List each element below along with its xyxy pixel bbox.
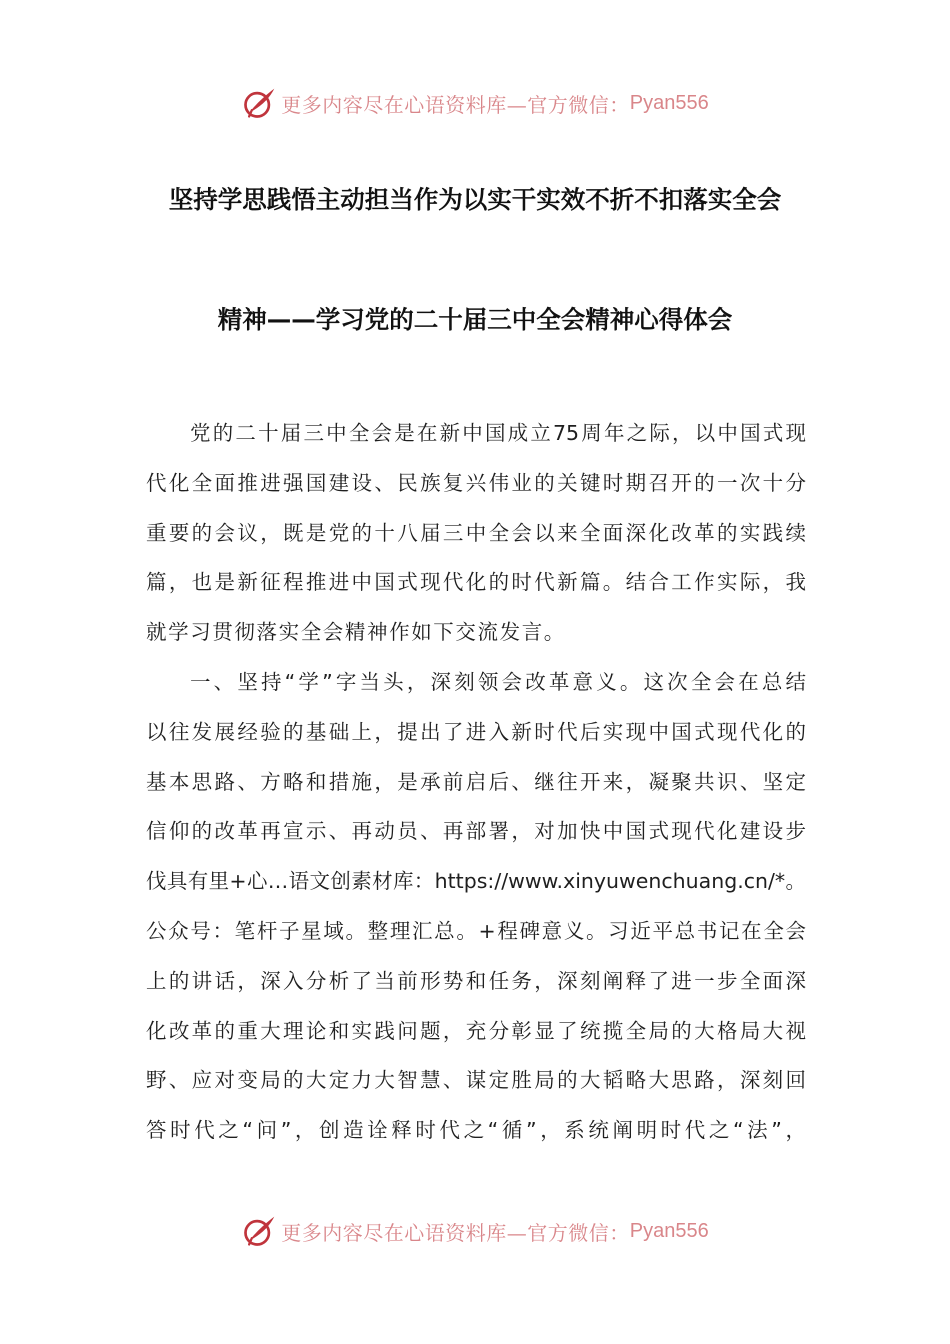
body-line: 党的二十届三中全会是在新中国成立75周年之际，以中国式现 (190, 421, 806, 445)
body-line: 一、坚持“学”字当头，深刻领会改革意义。这次全会在总结 (190, 669, 806, 694)
body-line: 伐具有里+心…语文创素材库：https://www.xinyuwenchuang.cn/*。 (146, 869, 806, 894)
body-line: 就学习贯彻落实全会精神作如下交流发言。 (146, 620, 566, 645)
quill-logo-icon (241, 85, 277, 121)
document-title-line-1: 坚持学思践悟主动担当作为以实干实效不折不扣落实全会 (168, 185, 782, 214)
document-title-line-2: 精神——学习党的二十届三中全会精神心得体会 (217, 305, 733, 334)
banner-text: 更多内容尽在心语资料库—官方微信： (281, 92, 630, 117)
document-body (146, 418, 806, 1165)
body-line: 野、应对变局的大定力大智慧、谋定胜局的大韬略大思路，深刻回 (146, 1068, 806, 1093)
body-line: 以往发展经验的基础上，提出了进入新时代后实现中国式现代化的 (146, 719, 806, 744)
body-line: 答时代之“问”，创造诠释时代之“循”，系统阐明时代之“法”， (146, 1118, 806, 1143)
banner-text: 更多内容尽在心语资料库—官方微信： (281, 1220, 630, 1245)
body-line: 重要的会议，既是党的十八届三中全会以来全面深化改革的实践续 (146, 520, 806, 545)
header-banner (0, 83, 950, 123)
body-line: 篇，也是新征程推进中国式现代化的时代新篇。结合工作实际，我 (146, 570, 806, 595)
body-line: 基本思路、方略和措施，是承前启后、继往开来，凝聚共识、坚定 (146, 769, 806, 794)
body-line: 化改革的重大理论和实践问题，充分彰显了统揽全局的大格局大视 (146, 1018, 806, 1043)
body-line: 公众号：笔杆子星域。整理汇总。+程碑意义。习近平总书记在全会 (146, 918, 806, 943)
banner-wechat-id: Pyan556 (629, 91, 709, 114)
quill-logo-icon (241, 1213, 277, 1249)
body-line: 代化全面推进强国建设、民族复兴伟业的关键时期召开的一次十分 (146, 470, 806, 495)
body-line: 信仰的改革再宣示、再动员、再部署，对加快中国式现代化建设步 (146, 819, 806, 844)
footer-banner (0, 1211, 950, 1251)
banner-wechat-id: Pyan556 (629, 1219, 709, 1242)
body-line: 上的讲话，深入分析了当前形势和任务，深刻阐释了进一步全面深 (146, 968, 806, 993)
